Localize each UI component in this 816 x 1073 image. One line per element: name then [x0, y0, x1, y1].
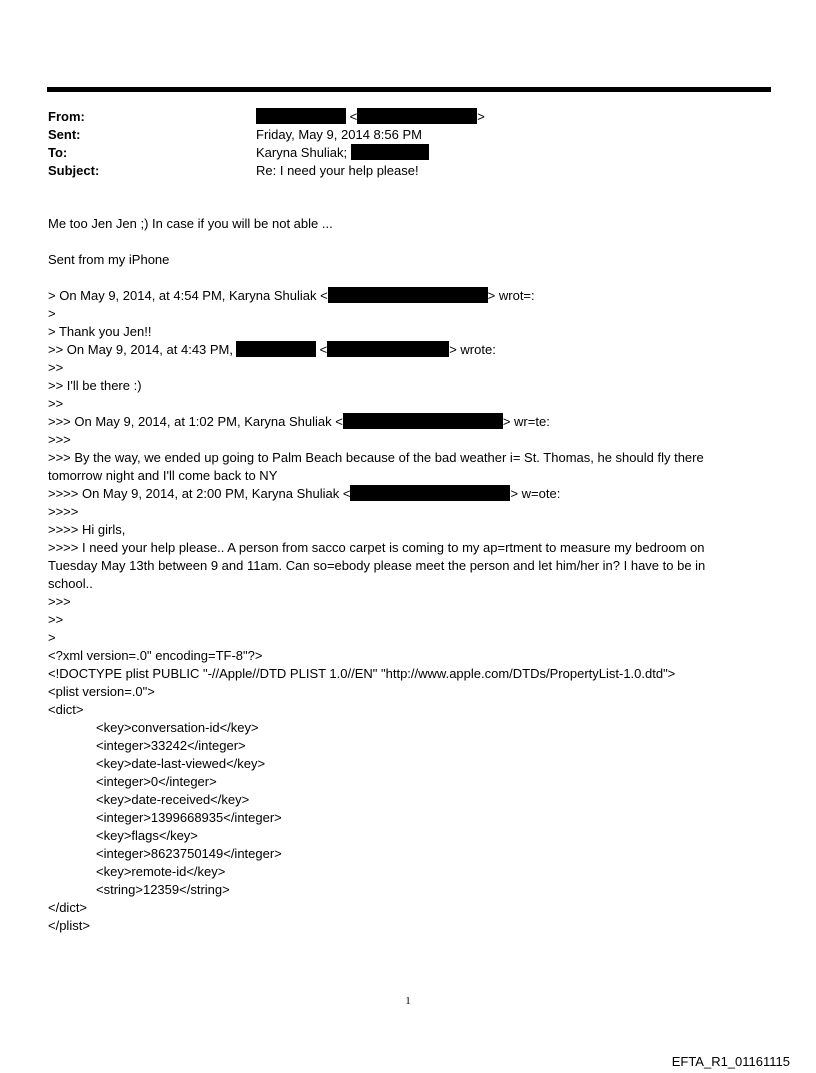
subject-row	[48, 162, 768, 180]
redaction-block	[351, 144, 429, 160]
quoted-line: > Thank you Jen!!	[48, 324, 152, 339]
xml-line: <string>12359</string>	[96, 882, 230, 897]
xml-line: <integer>1399668935</integer>	[96, 810, 282, 825]
xml-line: <integer>33242</integer>	[96, 738, 246, 753]
xml-line: </plist>	[48, 918, 90, 933]
quoted-line: >>>	[48, 594, 71, 609]
to-label: To:	[48, 145, 68, 160]
quoted-line: >>> By the way, we ended up going to Palm Beach because of the bad weather i= St. Thomas, he should fly there tomorrow night and I'll come back to NY	[48, 450, 704, 483]
quoted-line: >>>> On May 9, 2014, at 2:00 PM, Karyna Shuliak < > w=ote:	[48, 486, 561, 501]
xml-line: <!DOCTYPE plist PUBLIC "-//Apple//DTD PLIST 1.0//EN" "http://www.apple.com/DTDs/PropertyList-1.0.dtd">	[48, 666, 676, 681]
xml-line: <key>flags</key>	[96, 828, 198, 843]
xml-line: <key>date-last-viewed</key>	[96, 756, 266, 771]
quoted-line: >> I'll be there :)	[48, 378, 142, 393]
body-line: Sent from my iPhone	[48, 252, 170, 267]
sent-label: Sent:	[48, 127, 81, 142]
to-value	[256, 144, 429, 162]
quoted-line: > On May 9, 2014, at 4:54 PM, Karyna Shuliak < > wrot=:	[48, 288, 535, 303]
sent-value: Friday, May 9, 2014 8:56 PM	[256, 127, 422, 142]
quoted-line: >>	[48, 396, 64, 411]
page-number: 1	[405, 995, 411, 1007]
quoted-line: >>>>	[48, 504, 79, 519]
from-row	[48, 108, 768, 126]
redaction-block	[256, 108, 346, 124]
redaction-block	[328, 287, 488, 303]
xml-line: </dict>	[48, 900, 88, 915]
quoted-line: >>	[48, 612, 64, 627]
redaction-block	[350, 485, 510, 501]
to-row	[48, 144, 768, 162]
subject-label: Subject:	[48, 163, 100, 178]
email-header	[48, 108, 768, 180]
quoted-line: >>> On May 9, 2014, at 1:02 PM, Karyna Shuliak < > wr=te:	[48, 414, 550, 429]
header-rule	[47, 87, 771, 92]
xml-line: <key>remote-id</key>	[96, 864, 226, 879]
redaction-block	[327, 341, 449, 357]
quoted-line: >>	[48, 360, 64, 375]
sent-row	[48, 126, 768, 144]
quoted-line: >> On May 9, 2014, at 4:43 PM, < > wrote:	[48, 342, 496, 357]
email-body	[48, 215, 748, 935]
xml-line: <key>conversation-id</key>	[96, 720, 259, 735]
xml-line: <key>date-received</key>	[96, 792, 250, 807]
redaction-block	[357, 108, 477, 124]
redaction-block	[343, 413, 503, 429]
quoted-line: >	[48, 630, 56, 645]
xml-line: <integer>0</integer>	[96, 774, 217, 789]
redaction-block	[236, 341, 316, 357]
xml-line: <?xml version=.0" encoding=TF-8"?>	[48, 648, 263, 663]
quoted-line: >	[48, 306, 56, 321]
xml-line: <dict>	[48, 702, 84, 717]
to-recipient: Karyna Shuliak;	[256, 145, 348, 160]
xml-line: <plist version=.0">	[48, 684, 155, 699]
body-line: Me too Jen Jen ;) In case if you will be not able ...	[48, 216, 333, 231]
xml-line: <integer>8623750149</integer>	[96, 846, 282, 861]
quoted-line: >>>	[48, 432, 71, 447]
subject-value: Re: I need your help please!	[256, 163, 419, 178]
quoted-line: >>>> Hi girls,	[48, 522, 126, 537]
from-label: From:	[48, 109, 85, 124]
from-value: < >	[256, 108, 485, 126]
quoted-line: >>>> I need your help please.. A person from sacco carpet is coming to my ap=rtment to measure my bedroom on Tuesday May 13th between 9 and 11am. Can so=ebody please meet the person and let him/her in? I have to be in school..	[48, 540, 706, 591]
document-id: EFTA_R1_01161115	[671, 1054, 790, 1069]
